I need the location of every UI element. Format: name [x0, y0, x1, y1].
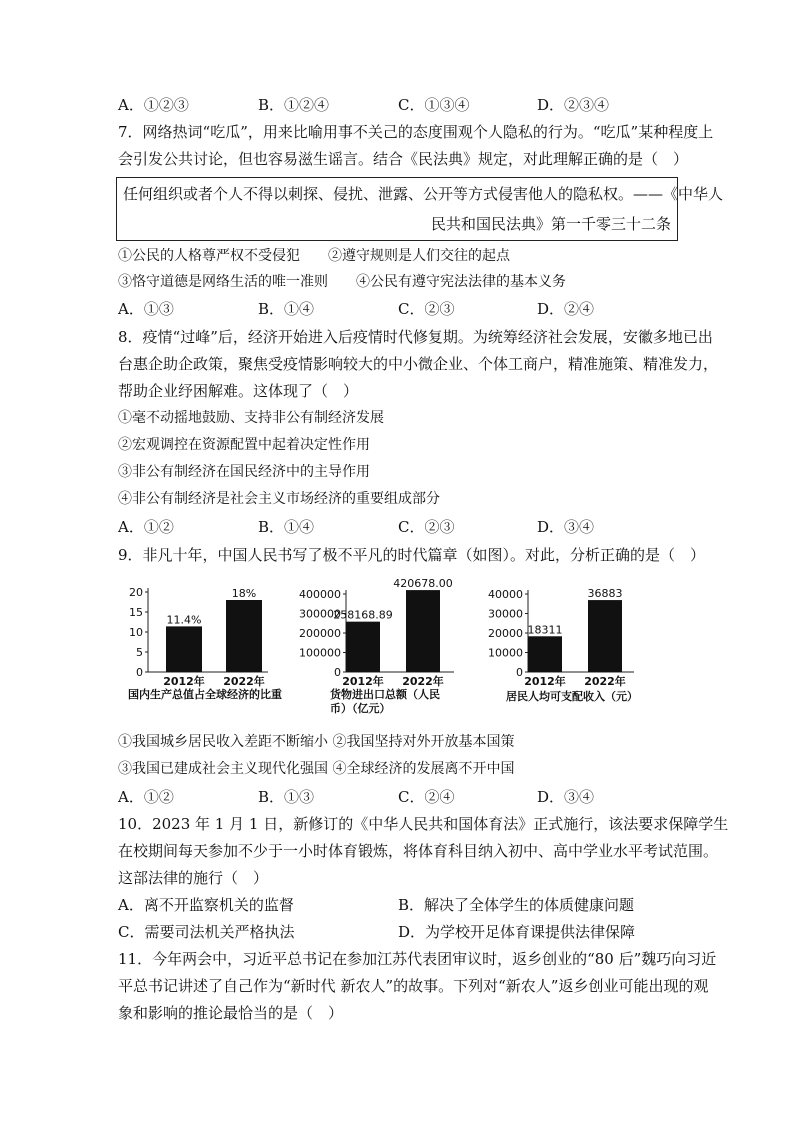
q9-option-a: A．①② — [118, 788, 174, 806]
q6-option-d: D．②③④ — [537, 96, 610, 114]
q8-statement3: ③非公有制经济在国民经济中的主导作用 — [118, 464, 370, 480]
category-label: 2012年 — [342, 675, 384, 688]
q10-option-d: D．为学校开足体育课提供法律保障 — [398, 923, 636, 941]
q7-quote-line2: 民共和国民法典》第一千零三十二条 — [430, 215, 671, 233]
q10-stem-line2: 在校期间每天参加不少于一小时体育锻炼，将体育科目纳入初中、高中学业水平考试范围。 — [118, 842, 719, 860]
q10-stem-line1: 10．2023 年 1 月 1 日，新修订的《中华人民共和国体育法》正式施行，该法要求保障学生 — [118, 815, 729, 833]
q7-law-quote-box — [116, 177, 724, 241]
q9-option-d: D．③④ — [537, 788, 595, 806]
q6-option-b: B．①②④ — [258, 96, 330, 114]
category-label: 2022年 — [402, 675, 444, 688]
chart-gdp-share — [118, 578, 278, 690]
q7-option-b: B．①④ — [258, 300, 315, 318]
y-tick-label: 10000 — [488, 646, 523, 660]
y-tick-label: 15 — [129, 606, 143, 619]
y-tick-label: 0 — [516, 666, 523, 679]
chart-disposable-income — [464, 578, 644, 690]
q9-option-b: B．①③ — [258, 788, 315, 806]
q7-option-c: C．②③ — [398, 300, 455, 318]
q10-option-b: B．解决了全体学生的体质健康问题 — [398, 896, 635, 914]
q7-stem-line2: 会引发公共讨论，但也容易滋生谣言。结合《民法典》规定，对此理解正确的是（ ） — [118, 150, 689, 168]
q8-statement4: ④非公有制经济是社会主义市场经济的重要组成部分 — [118, 491, 440, 507]
chart-trade-volume — [278, 578, 464, 690]
chart-disposable-income-svg — [464, 578, 644, 690]
data-label: 420678.00 — [393, 578, 453, 591]
y-tick-label: 30000 — [488, 607, 523, 621]
bar — [406, 590, 440, 672]
chart-trade-volume-title-line2: 币）（亿元） — [330, 702, 391, 715]
q7-statement1: ①公民的人格尊严权不受侵犯 ②遵守规则是人们交往的起点 — [118, 248, 510, 264]
y-tick-label: 200000 — [299, 627, 341, 640]
y-tick-label: 40000 — [488, 588, 523, 601]
category-label: 2022年 — [584, 675, 626, 688]
y-tick-label: 20000 — [488, 627, 523, 640]
bar — [346, 622, 380, 672]
data-label: 18311 — [527, 623, 563, 637]
bar — [226, 600, 262, 672]
y-tick-label: 10 — [129, 626, 143, 639]
category-label: 2012年 — [163, 675, 205, 688]
q11-stem-line3: 象和影响的推论最恰当的是（ ） — [118, 1004, 344, 1022]
chart-gdp-share-title: 国内生产总值占全球经济的比重 — [128, 688, 282, 701]
q8-option-d: D．③④ — [537, 518, 595, 536]
q10-option-c: C．需要司法机关严格执法 — [118, 923, 295, 941]
q11-stem-line2: 平总书记讲述了自己作为“新时代 新农人”的故事。下列对“新农人”返乡创业可能出现的观 — [118, 977, 709, 995]
bar — [528, 636, 562, 672]
bar — [588, 600, 622, 672]
q8-option-c: C．②③ — [398, 518, 455, 536]
q8-option-a: A．①② — [118, 518, 174, 536]
chart-disposable-income-title: 居民人均可支配收入（元） — [506, 690, 638, 703]
q8-stem-line1: 8．疫情“过峰”后，经济开始进入后疫情时代修复期。为统筹经济社会发展，安徽多地已出 — [118, 328, 713, 346]
category-label: 2022年 — [223, 675, 265, 688]
q7-option-d: D．②④ — [537, 300, 595, 318]
y-tick-label: 5 — [136, 646, 143, 659]
chart-trade-volume-svg — [278, 578, 464, 690]
y-tick-label: 400000 — [299, 588, 341, 601]
q6-option-a: A．①②③ — [118, 96, 189, 114]
y-tick-label: 0 — [334, 666, 341, 679]
bar — [166, 626, 202, 672]
data-label: 258168.89 — [333, 608, 393, 622]
q9-statement2: ③我国已建成社会主义现代化强国 ④全球经济的发展离不开中国 — [118, 761, 515, 777]
chart-gdp-share-svg — [118, 578, 278, 690]
q6-option-c: C．①③④ — [398, 96, 470, 114]
y-tick-label: 100000 — [299, 646, 341, 660]
q9-option-c: C．②④ — [398, 788, 455, 806]
data-label: 18% — [231, 587, 257, 600]
q9-statement1: ①我国城乡居民收入差距不断缩小 ②我国坚持对外开放基本国策 — [118, 734, 515, 750]
q8-stem-line2: 台惠企助企政策，聚焦受疫情影响较大的中小微企业、个体工商户，精准施策、精准发力， — [118, 355, 719, 373]
q7-stem-line1: 7．网络热词“吃瓜”，用来比喻用事不关己的态度围观个人隐私的行为。“吃瓜”某种程度上 — [118, 123, 714, 141]
data-label: 36883 — [587, 587, 623, 601]
q7-statement2: ③恪守道德是网络生活的唯一准则 ④公民有遵守宪法法律的基本义务 — [118, 274, 566, 290]
y-tick-label: 20 — [129, 586, 143, 599]
q11-stem-line1: 11．今年两会中，习近平总书记在参加江苏代表团审议时，返乡创业的“80 后”魏巧向习近 — [118, 950, 717, 968]
q8-statement1: ①毫不动摇地鼓励、支持非公有制经济发展 — [118, 410, 384, 426]
q10-stem-line3: 这部法律的施行（ ） — [118, 869, 269, 887]
y-tick-label: 300000 — [299, 607, 341, 621]
q9-stem: 9．非凡十年，中国人民书写了极不平凡的时代篇章（如图）。对此，分析正确的是（ ） — [118, 546, 706, 564]
q8-option-b: B．①④ — [258, 518, 315, 536]
y-tick-label: 0 — [136, 666, 143, 679]
q8-statement2: ②宏观调控在资源配置中起着决定性作用 — [118, 437, 370, 453]
chart-trade-volume-title-line1: 货物进出口总额（人民 — [330, 688, 440, 701]
category-label: 2012年 — [524, 675, 566, 688]
q10-option-a: A．离不开监察机关的监督 — [118, 896, 294, 914]
q8-stem-line3: 帮助企业纾困解难。这体现了（ ） — [118, 382, 359, 400]
q7-quote-line1: 任何组织或者个人不得以刺探、侵扰、泄露、公开等方式侵害他人的隐私权。——《中华人 — [123, 185, 724, 203]
q7-option-a: A．①③ — [118, 300, 174, 318]
data-label: 11.4% — [166, 613, 202, 627]
